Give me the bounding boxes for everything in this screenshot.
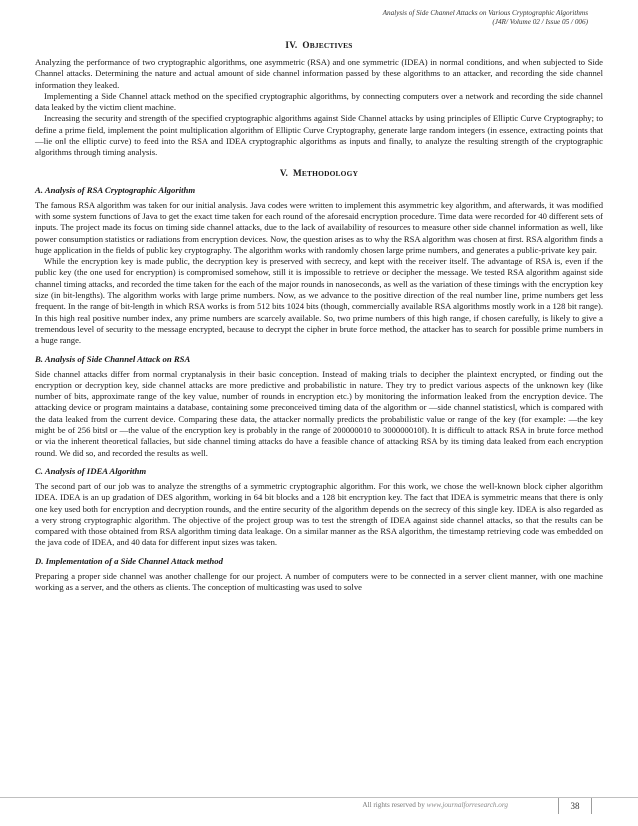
page-body bbox=[35, 40, 603, 593]
subsection-heading-a: A. Analysis of RSA Cryptographic Algorithm bbox=[35, 184, 196, 195]
running-header bbox=[383, 9, 588, 27]
subsection-heading-d: D. Implementation of a Side Channel Attack method bbox=[35, 555, 223, 566]
section-methodology-title: V. METHODOLOGY bbox=[279, 167, 359, 178]
subsection-heading-c: C. Analysis of IDEA Algorithm bbox=[35, 465, 147, 476]
footer-url-link[interactable]: www.journalforresearch.org bbox=[426, 801, 508, 809]
page-number: 38 bbox=[558, 798, 592, 814]
section-number: IV. bbox=[285, 40, 298, 50]
header-volume: (J4R/ Volume 02 / Issue 05 / 006) bbox=[492, 18, 588, 26]
paragraph: Analyzing the performance of two cryptographic algorithms, one asymmetric (RSA) and one symmetric (IDEA) in normal conditions, and when subjected to Side Channel attacks. Determining the nature and actual amount of side channel information passed by these algorithms to an attacker, and recording the side channel information they leaked. bbox=[35, 57, 603, 90]
paragraph: While the encryption key is made public, the decryption key is preserved with secrecy, and kept with the receiver itself. The advantage of RSA is, even if the public key (the one used for encryption) is compromised somehow, still it is impossible to retrieve or decipher the message. We tested RSA algorithm against side channel timing attacks, and recorded the time taken for the each of the major rounds in nanoseconds, as well as the variation of these timings with the encryption key size (in bit-lengths). The algorithm works with large prime numbers. Now, as we advance to the positive direction of the real number line, prime numbers get less frequent. In the range of bit-length in which RSA works is from 512 bits 1024 bits (though, commercially available RSA algorithms mostly work in a 128 bit range). In this high real positive number index, any prime numbers are scarcely available. So, two prime numbers of this high range, if chosen carefully, is likely to give a tremendous level of security to the message encrypted, because to decrypt the cipher in brute force method, the attacker has to search for possible prime numbers in a huge range. bbox=[35, 256, 603, 346]
header-title: Analysis of Side Channel Attacks on Various Cryptographic Algorithms bbox=[382, 9, 588, 17]
paragraph: The famous RSA algorithm was taken for our initial analysis. Java codes were written to implement this asymmetric key algorithm, and afterwards, it was modified with some system functions of Java to get the exact time taken for each round of the aforesaid encryption procedure. Time data were recorded for 40 different sets of inputs. The project made its focus on timing side channel attacks, due to the lack of availability of resources to measure other side channel information as well, like power consumption statistics or radiations from encryption devices. Now, the question arises as to why the RSA algorithm was chosen at first. RSA algorithm finds a huge application in the fields of public key cryptography. The algorithm works with randomly chosen large prime numbers, and generates a public-private key pair. bbox=[35, 199, 603, 255]
footer-rights: All rights reserved by www.journalforresearch.org bbox=[362, 801, 508, 809]
paragraph: Implementing a Side Channel attack method on the specified cryptographic algorithms, by connecting computers over a network and recording the side channel data leaked by the victim client machine. bbox=[35, 90, 603, 113]
paragraph: Increasing the security and strength of the specified cryptographic algorithms against Side Channel attacks by using principles of Elliptic Curve Cryptography; to define a prime field, implement the point multiplication algorithm of Elliptic Curve Cryptography, generate large random integers (in essence, extracting points that ―lie onǁ the elliptic curve) to feed into the RSA and IDEA cryptographic algorithms as inputs and finally, to analyze the resulting strength of the cryptographic algorithms through timing analysis. bbox=[35, 113, 603, 158]
section-objectives-title: IV. OBJECTIVES bbox=[285, 40, 353, 50]
paragraph: Preparing a proper side channel was another challenge for our project. A number of computers were to be connected in a server client manner, with one machine working as a server, and the others as clients. The conception of multicasting was used to solve bbox=[35, 570, 603, 592]
paragraph: Side channel attacks differ from normal cryptanalysis in their basic conception. Instead of making trials to decipher the plaintext encrypted, or finding out the encryption or decryption key, side channel attacks are more predictive and probabilistic in nature. They try to predict various aspects of the unknown key (like number of bits, approximate range of the key value, number of rounds in encryption etc.) by monitoring the information leaked from the encryption device. The attacking device or program maintains a database, containing some preconceived timing data of the algorithm or ―side channel statisticsǁ, which is compared with the data leaked from the current device. Comparing these data, the attacker normally predicts the probabilistic value or range of the key (for example: ―the key might be of 256 bitsǁ or ―the value of the encryption key is probably in the range of 200000010 to 300000010ǁ). It is difficult to attack RSA in brute force method or via the inherent theoretical fallacies, but side channel timing attacks do have a feasible chance of attacking RSA by its timing data leaked from each encryption round. We did so, and recorded the results as well. bbox=[35, 368, 603, 458]
section-number: V. bbox=[279, 167, 289, 178]
subsection-heading-b: B. Analysis of Side Channel Attack on RSA bbox=[35, 353, 191, 364]
footer-divider bbox=[0, 797, 638, 798]
paragraph: The second part of our job was to analyze the strengths of a symmetric cryptographic algorithm. For this work, we chose the well-known block cipher algorithm IDEA. IDEA is an up gradation of DES algorithm, working in 64 bit blocks and a 128 bit encryption key. The fact that IDEA is symmetric means that there is only one key used both for encryption and decryption rounds, and the entire security of the algorithm depends on the secrecy of this single key. IDEA is also regarded as a very strong cryptographic algorithm. The objective of the project group was to test the strength of IDEA against side channel attacks, so that the results can be compared with those obtained from RSA algorithm timing data leakage. On a similar manner as the RSA algorithm, the timestamp retrieving code was embedded on the java code of IDEA, and 40 data for different input sizes was taken. bbox=[35, 480, 603, 548]
